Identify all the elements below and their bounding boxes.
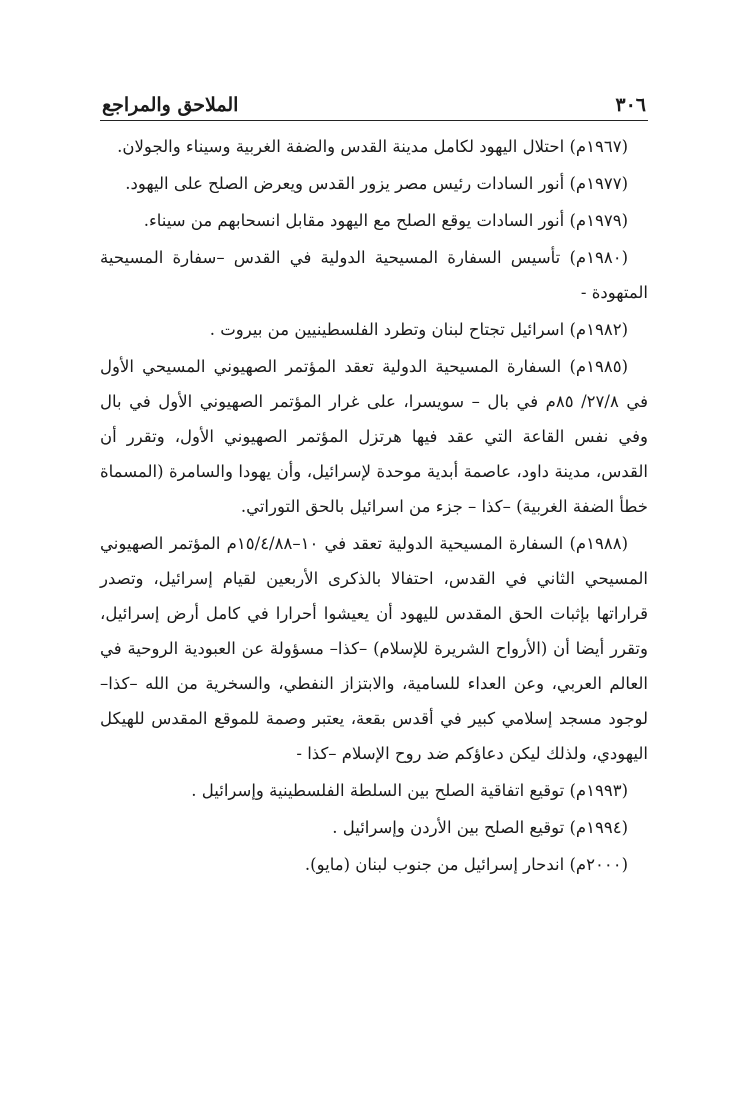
- entry-text: توقيع اتفاقية الصلح بين السلطة الفلسطينية وإسرائيل .: [191, 781, 565, 800]
- entry-year: (١٩٨٨م): [569, 534, 628, 553]
- chronology-entry-1977: [100, 166, 648, 201]
- book-page: [100, 82, 648, 882]
- running-header: [100, 82, 648, 116]
- entry-text: اندحار إسرائيل من جنوب لبنان (مايو).: [304, 855, 565, 874]
- entry-text: أنور السادات يوقع الصلح مع اليهود مقابل انسحابهم من سيناء.: [143, 211, 565, 230]
- entry-text: السفارة المسيحية الدولية تعقد المؤتمر الصهيوني المسيحي الأول في ٢٧/٨/ ٨٥م في بال – سويسرا، على غرار المؤتمر الصهيوني الأول في بال وفي نفس القاعة التي عقد فيها هرتزل المؤتمر الصهيوني الأول، وتقرر أن القدس، مدينة داود، عاصمة أبدية موحدة لإسرائيل، وأن يهودا والسامرة (المسماة خطأ الضفة الغربية) –كذا – جزء من اسرائيل بالحق التوراتي.: [100, 357, 648, 516]
- chronology-entry-1985: [100, 349, 648, 524]
- chronology-entry-1980: [100, 240, 648, 310]
- entry-text: أنور السادات رئيس مصر يزور القدس ويعرض الصلح على اليهود.: [125, 174, 565, 193]
- entry-year: (١٩٧٧م): [569, 174, 628, 193]
- entry-text: اسرائيل تجتاح لبنان وتطرد الفلسطينيين من بيروت .: [209, 320, 565, 339]
- entry-year: (١٩٩٤م): [569, 818, 628, 837]
- chronology-entry-1994: [100, 810, 648, 845]
- chronology-entry-2000: [100, 847, 648, 882]
- chronology-entry-1979: [100, 203, 648, 238]
- entry-year: (١٩٧٩م): [569, 211, 628, 230]
- page-number: ٣٠٦: [615, 94, 646, 116]
- header-rule: [100, 120, 648, 121]
- entry-text: تأسيس السفارة المسيحية الدولية في القدس –سفارة المسيحية المتهودة -: [100, 248, 648, 302]
- entry-year: (٢٠٠٠م): [569, 855, 628, 874]
- entry-text: السفارة المسيحية الدولية تعقد في ١٠–١٥/٤/٨٨م المؤتمر الصهيوني المسيحي الثاني في القدس، احتفالا بالذكرى الأربعين لقيام إسرائيل، وتصدر قراراتها بإثبات الحق المقدس لليهود أن يعيشوا أحرارا في كامل أرض إسرائيل، وتقرر أيضا أن (الأرواح الشريرة للإسلام) –كذا– مسؤولة عن العبودية الروحية في العالم العربي، وعن العداء للسامية، والابتزاز النفطي، والسخرية من الله –كذا– لوجود مسجد إسلامي كبير في أقدس بقعة، يعتبر وصمة للموقع المقدس للهيكل اليهودي، ولذلك ليكن دعاؤكم ضد روح الإسلام –كذا -: [100, 534, 648, 763]
- entry-text: احتلال اليهود لكامل مدينة القدس والضفة الغربية وسيناء والجولان.: [117, 137, 565, 156]
- chronology-entry-1982: [100, 312, 648, 347]
- entry-year: (١٩٩٣م): [569, 781, 628, 800]
- chronology-entry-1988: [100, 526, 648, 771]
- entry-year: (١٩٨٢م): [569, 320, 628, 339]
- entry-year: (١٩٨٠م): [569, 248, 628, 267]
- chronology-entry-1967: [100, 129, 648, 164]
- entry-text: توقيع الصلح بين الأردن وإسرائيل .: [332, 818, 565, 837]
- entry-year: (١٩٨٥م): [569, 357, 629, 376]
- entry-year: (١٩٦٧م): [569, 137, 628, 156]
- section-title: الملاحق والمراجع: [102, 94, 239, 116]
- chronology-list: [100, 129, 648, 882]
- chronology-entry-1993: [100, 773, 648, 808]
